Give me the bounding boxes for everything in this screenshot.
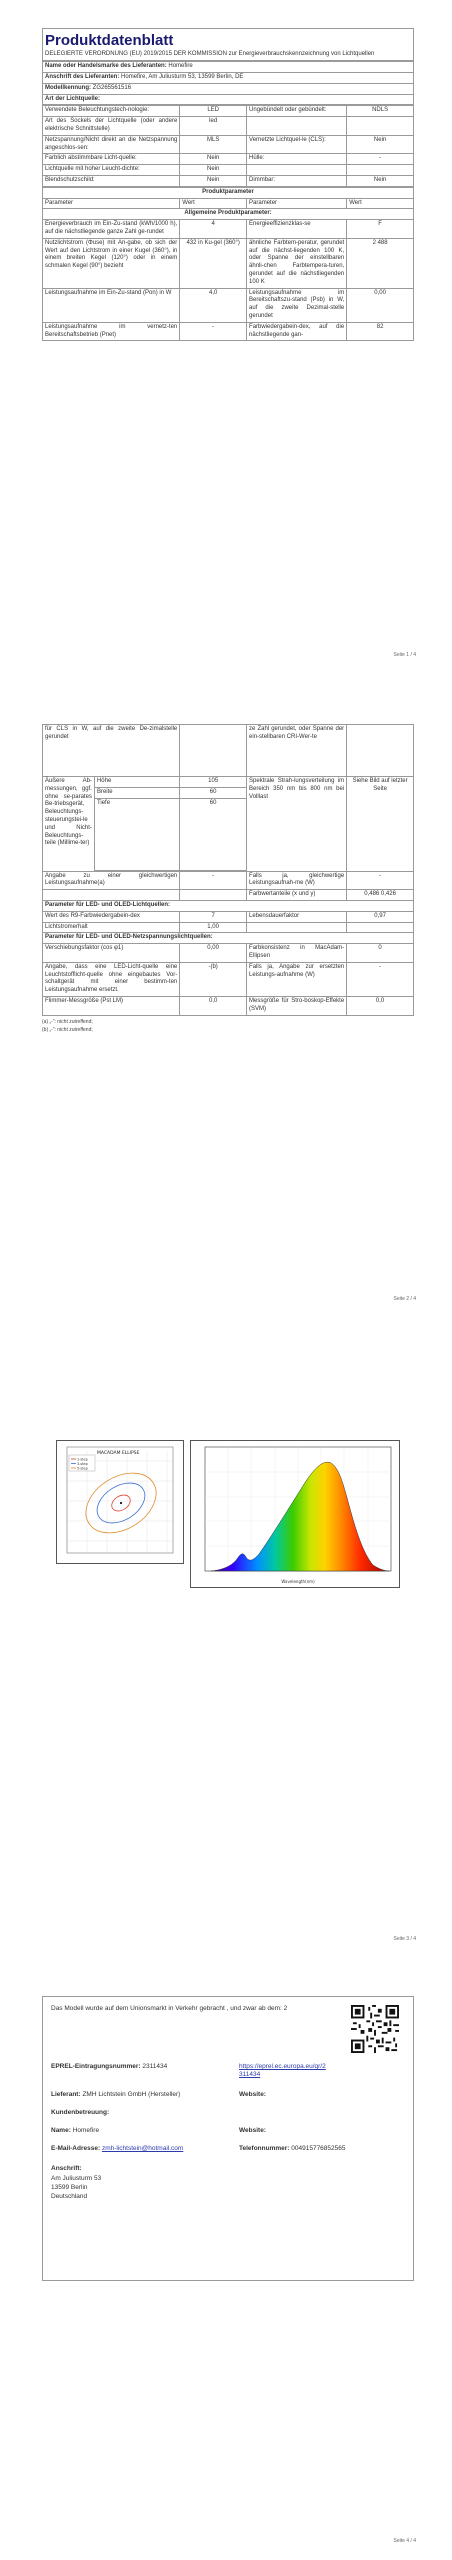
dim-height-value: 105 — [180, 777, 247, 788]
light-source-type-table — [42, 105, 414, 186]
datasheet-frame — [42, 28, 414, 61]
led-row-value-right: 0,97 — [347, 911, 414, 922]
dimensions-label: Äußere Ab-messungen, ggf. ohne se-parates Be-triebsgerät, Beleuchtungs-steuerungstei-le und Nicht-Beleuchtungs-teile (Millime-ter) — [43, 777, 95, 872]
parameter-value-right: 82 — [347, 322, 414, 341]
name-value: Homefire — [72, 2127, 100, 2134]
type-value-right: Nein — [347, 135, 414, 154]
type-label-left: Netzspannung/Nicht direkt an die Netzspannung angeschlos-sen: — [43, 135, 180, 154]
address-line-2: 13599 Berlin — [51, 2184, 88, 2191]
light-source-type-heading: Art der Lichtquelle: — [43, 94, 414, 105]
col-parameter-2: Parameter — [247, 198, 347, 209]
parameter-value-left: - — [180, 322, 247, 341]
parameter-value-left: 4 — [180, 220, 247, 239]
type-value-right: - — [347, 154, 414, 165]
led-row-label-left: Wert des R9-Farbwiedergabein-dex — [43, 911, 180, 922]
model-value: ZG265561516 — [92, 84, 132, 91]
col-parameter-1: Parameter — [43, 198, 180, 209]
mains-row-label-left: Verschiebungsfaktor (cos φ1) — [43, 944, 180, 963]
parameter-row — [43, 220, 414, 239]
mains-row-value-right: 0 — [347, 944, 414, 963]
type-value-left: MLS — [180, 135, 247, 154]
supplier-value-2: ZMH Lichtstein GmbH (Hersteller) — [82, 2091, 181, 2098]
page-number-4: Seite 4 / 4 — [393, 2538, 416, 2544]
supplier-table — [42, 61, 414, 105]
led-row-value-left: 1,00 — [180, 922, 247, 933]
supplier-value: Homefire — [168, 63, 193, 70]
type-label-left: Lichtquelle mit hoher Leucht-dichte: — [43, 165, 180, 176]
legend-5step: 5-step — [77, 1466, 88, 1471]
parameter-label-left: Nutzlichtstrom (Φuse) mit An-gabe, ob sich der Wert auf den Lichtstrom in einer Kugel (360°), in einem breiten Kegel (120°) oder in einem schmalen Kegel (90°) bezieht — [43, 238, 180, 288]
parameter-value-right: 0,00 — [347, 288, 414, 322]
website-label-2: Website: — [239, 2127, 266, 2134]
parameter-label-right: Energieeffizienzklas-se — [247, 220, 347, 239]
type-label-left: Farblich abstimmbare Licht-quelle: — [43, 154, 180, 165]
type-row — [43, 106, 414, 117]
parameter-value-left: 4,0 — [180, 288, 247, 322]
market-notice: Das Modell wurde auf dem Unionsmarkt in Verkehr gebracht , und zwar ab dem: 2 — [51, 2005, 288, 2012]
footnotes — [42, 1019, 414, 1034]
equivalent-power-value: - — [180, 871, 247, 890]
dim-height-label: Höhe — [94, 777, 179, 788]
chromaticity-value: 0,486 0,426 — [347, 890, 414, 901]
parameter-label-right: ähnliche Farbtem-peratur, gerundet auf die nächst-liegenden 100 K, oder Spanne der einstellbaren ähnli-chen Farbtempera-turen, gerundet auf die nächstliegenden 100 K — [247, 238, 347, 288]
dim-width-label: Breite — [94, 787, 179, 798]
parameter-label-left: Leistungsaufnahme im Ein-Zu-stand (Pon) in W — [43, 288, 180, 322]
mains-row-label-left: Angabe, dass eine LED-Licht-quelle eine Leuchtstofflicht-quelle ohne eingebautes Vor-schaltgerät mit einer bestimm-ten Leistungsaufnahme ersetzt. — [43, 962, 180, 996]
page-1 — [42, 28, 414, 341]
general-parameters-heading: Allgemeine Produktparameter: — [43, 209, 414, 220]
qr-code[interactable] — [351, 2005, 399, 2053]
parameter-label-left: Energieverbrauch im Ein-Zu-stand (kWh/1000 h), auf die nächstliegende ganze Zahl ge-rundet — [43, 220, 180, 239]
regulation-intro: DELEGIERTE VERORDNUNG (EU) 2019/2015 DER KOMMISSION zur Energieverbrauchskennzeichnung von Lichtquellen — [45, 50, 375, 57]
dim-depth-value: 60 — [180, 798, 247, 870]
parameter-value-right: 2 488 — [347, 238, 414, 288]
supplier-label-2: Lieferant: — [51, 2091, 81, 2098]
phone-value: 004915776852565 — [291, 2145, 346, 2152]
type-label-right: Ungebündelt oder gebündelt: — [247, 106, 347, 117]
mains-row-label-left: Flimmer-Messgröße (Pst LM) — [43, 996, 180, 1015]
page-title: Produktdatenblatt — [45, 32, 174, 49]
customer-service-label: Kundenbetreuung: — [51, 2109, 110, 2116]
equivalent-power-w-value: - — [347, 871, 414, 890]
mains-row-value-left: -(b) — [180, 962, 247, 996]
continued-parameters-table — [42, 724, 414, 1016]
spectrum-figure — [190, 1440, 400, 1588]
led-row-label-left: Lichtstromerhalt — [43, 922, 180, 933]
parameter-value-right: F — [347, 220, 414, 239]
type-row — [43, 154, 414, 165]
eprel-label: EPREL-Eintragungsnummer: — [51, 2063, 141, 2070]
address-line-3: Deutschland — [51, 2193, 88, 2200]
legend-3step: 3-step — [77, 1462, 88, 1466]
col-value-1: Wert — [180, 198, 247, 209]
type-value-left: Nein — [180, 176, 247, 187]
type-value-left: Nein — [180, 154, 247, 165]
address-line-1: Am Juliusturm 53 — [51, 2175, 102, 2182]
led-row-value-left: 7 — [180, 911, 247, 922]
address-label-2: Anschrift: — [51, 2165, 82, 2172]
page-number-1: Seite 1 / 4 — [393, 652, 416, 658]
parameter-label-left: Leistungsaufnahme im vernetz-ten Bereitschaftsbetrieb (Pnet) — [43, 322, 180, 341]
mains-row-value-left: 0,0 — [180, 996, 247, 1015]
ellipse-title: MACADAM ELLIPSE — [97, 1451, 140, 1456]
led-row — [43, 922, 414, 933]
page-2 — [42, 724, 414, 1034]
product-parameters-table — [42, 187, 414, 342]
cri-cont: ze Zahl gerundet, oder Spanne der ein-stellbaren CRI-Wer-te — [247, 725, 347, 777]
type-value-left: LED — [180, 106, 247, 117]
type-label-left: Verwendete Beleuchtungstech-nologie: — [43, 106, 180, 117]
equivalent-power-label: Angabe zu einer gleichwertigen Leistungsaufnahme(a) — [43, 871, 180, 890]
spectral-distribution-value: Siehe Bild auf letzter Seite — [347, 777, 414, 872]
dim-depth-label: Tiefe — [94, 798, 179, 870]
measured-point — [120, 1502, 122, 1504]
type-value-left: led — [180, 117, 247, 136]
mains-row — [43, 944, 414, 963]
mains-row-label-right: Farbkonsistenz in MacAdam-Ellipsen — [247, 944, 347, 963]
product-parameters-heading: Produktparameter — [43, 187, 414, 198]
phone-label: Telefonnummer: — [239, 2145, 290, 2152]
led-row-label-right — [247, 922, 347, 933]
spectrum-svg — [191, 1441, 399, 1587]
legend-1step: 1-step — [77, 1457, 88, 1462]
type-row — [43, 117, 414, 136]
type-row — [43, 176, 414, 187]
type-label-right: Dimmbar: — [247, 176, 347, 187]
mains-row-label-right: Falls ja, Angabe zur ersetzten Leistungs-aufnahme (W) — [247, 962, 347, 996]
chromaticity-label: Farbwertanteile (x und y) — [247, 890, 347, 901]
type-label-left: Art des Sockels der Lichtquelle (oder andere elektrische Schnittstelle) — [43, 117, 180, 136]
led-row-value-right — [347, 922, 414, 933]
parameter-value-left: 432 in Ku-gel (360°) — [180, 238, 247, 288]
macadam-ellipse-figure — [56, 1440, 184, 1564]
footnote-a: (a) „-“: nicht zutreffend; — [42, 1018, 93, 1025]
mains-row-value-right: 0,0 — [347, 996, 414, 1015]
type-value-right — [347, 165, 414, 176]
model-label: Modellkennung: — [45, 84, 91, 91]
led-row — [43, 911, 414, 922]
name-label: Name: — [51, 2127, 71, 2134]
mains-row-label-right: Messgröße für Stro-boskop-Effekte (SVM) — [247, 996, 347, 1015]
eprel-value: 2311434 — [142, 2063, 168, 2070]
standby-cls-cont: für CLS in W, auf die zweite De-zimalstelle gerundet — [43, 725, 180, 777]
type-label-right — [247, 165, 347, 176]
led-row-label-right: Lebensdauerfaktor — [247, 911, 347, 922]
mains-row — [43, 962, 414, 996]
led-parameters-heading: Parameter für LED- und OLED-Lichtquellen: — [43, 900, 414, 911]
eprel-info-box — [42, 1996, 414, 2281]
macadam-ellipse-svg — [57, 1441, 183, 1563]
type-label-right — [247, 117, 347, 136]
email-label: E-Mail-Adresse: — [51, 2145, 101, 2152]
parameter-row — [43, 288, 414, 322]
type-value-right: NDLS — [347, 106, 414, 117]
parameter-label-right: Farbwiedergabein-dex, auf die nächstliegende gan- — [247, 322, 347, 341]
address-value: Homefire, Am Juliusturm 53, 13599 Berlin, DE — [121, 74, 244, 81]
type-row — [43, 165, 414, 176]
mains-parameters-heading: Parameter für LED- und OLED-Netzspannungslichtquellen: — [43, 933, 414, 944]
type-label-left: Blendschutzschild: — [43, 176, 180, 187]
type-value-right: Nein — [347, 176, 414, 187]
dim-width-value: 60 — [180, 787, 247, 798]
footnote-b: (b) „-“: nicht zutreffend; — [42, 1027, 93, 1034]
type-row — [43, 135, 414, 154]
page-number-2: Seite 2 / 4 — [393, 1296, 416, 1302]
parameter-row — [43, 322, 414, 341]
type-value-right — [347, 117, 414, 136]
mains-row-value-right: - — [347, 962, 414, 996]
spectrum-x-label: Wavelength(nm) — [281, 1579, 315, 1584]
mains-row-value-left: 0,00 — [180, 944, 247, 963]
page-number-3: Seite 3 / 4 — [393, 1936, 416, 1942]
website-label: Website: — [239, 2091, 266, 2098]
mains-row — [43, 996, 414, 1015]
supplier-label: Name oder Handelsmarke des Lieferanten: — [45, 63, 167, 70]
parameter-label-right: Leistungsaufnahme im Bereitschaftszu-stand (Psb) in W, auf die zweite Dezimal-stelle gerundet — [247, 288, 347, 322]
col-value-2: Wert — [347, 198, 414, 209]
address-label: Anschrift des Lieferanten: — [45, 74, 120, 81]
spectral-distribution-label: Spektrale Strah-lungsverteilung im Bereich 350 nm bis 800 nm bei Volllast — [247, 777, 347, 872]
figures-row — [56, 1440, 400, 1588]
type-label-right: Hülle: — [247, 154, 347, 165]
email-link[interactable]: zmh-lichtstein@hotmail.com — [101, 2145, 184, 2152]
equivalent-power-w-label: Falls ja, gleichwertige Leistungsaufnah-me (W) — [247, 871, 347, 890]
eprel-link[interactable]: https://eprel.ec.europa.eu/qr/2311434 — [239, 2063, 326, 2079]
type-value-left: Nein — [180, 165, 247, 176]
type-label-right: Vernetzte Lichtquel-le (CLS): — [247, 135, 347, 154]
parameter-row — [43, 238, 414, 288]
